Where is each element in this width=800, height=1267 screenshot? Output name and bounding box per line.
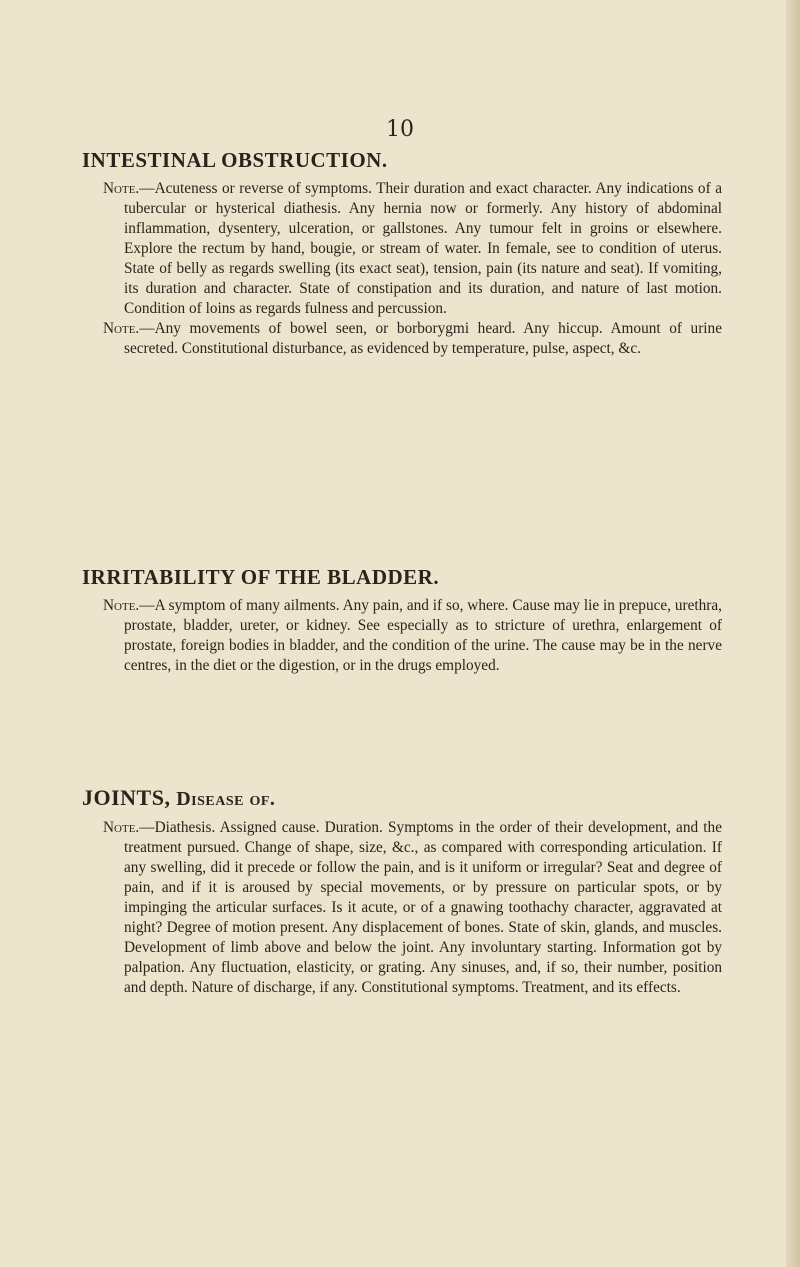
note-paragraph (103, 818, 722, 998)
section-heading: INTESTINAL OBSTRUCTION. (82, 148, 388, 172)
note-paragraph (103, 596, 722, 676)
note-paragraph (103, 319, 722, 359)
note-label: Note. (103, 180, 140, 197)
section-heading (82, 785, 722, 812)
section-intestinal-obstruction (82, 147, 722, 359)
note-label: Note. (103, 597, 140, 614)
section-heading: IRRITABILITY OF THE BLADDER. (82, 565, 440, 589)
page-edge (786, 0, 800, 1267)
note-text: —Any movements of bowel seen, or borborygmi heard. Any hiccup. Amount of urine secreted. Constitutional disturbance, as evidenced by temperature, pulse, aspect, &c. (124, 320, 722, 357)
note-text: —Diathesis. Assigned cause. Duration. Symptoms in the order of their development, and the treatment pursued. Change of shape, size, &c., as compared with corresponding articulation. If any swelling, did it precede or follow the pain, and is it uniform or irregular? Seat and degree of pain, and if it is aroused by special movements, or by pressure on particular spots, or by impinging the articular surfaces. Is it acute, or of a gnawing toothachy character, aggravated at night? Degree of motion present. Any displacement of bones. State of skin, glands, and muscles. Development of limb above and below the joint. Any involuntary starting. Information got by palpation. Any fluctuation, elasticity, or grating. Any sinuses, and, if so, their number, position and depth. Nature of discharge, if any. Constitutional symptoms. Treatment, and its effects. (124, 819, 722, 996)
section-joints-disease (82, 785, 722, 998)
note-label: Note. (103, 819, 140, 836)
note-text: —Acuteness or reverse of symptoms. Their duration and exact character. Any indications of a tubercular or hysterical diathesis. Any hernia now or formerly. Any history of abdominal inflammation, dysentery, ulceration, or gallstones. Any tumour felt in groins or elsewhere. Explore the rectum by hand, bougie, or stream of water. In female, see to condition of uterus. State of belly as regards swelling (its exact seat), tension, pain (its nature and seat). If vomiting, its duration and character. State of constipation and its duration, and nature of last motion. Condition of loins as regards fulness and percussion. (124, 180, 722, 317)
page-number: 10 (386, 117, 414, 142)
heading-lead: JOINTS, (82, 785, 171, 810)
heading-rest: Disease of. (176, 788, 276, 810)
note-label: Note. (103, 320, 140, 337)
note-text: —A symptom of many ailments. Any pain, and if so, where. Cause may lie in prepuce, urethra, prostate, bladder, ureter, or kidney. See especially as to stricture of urethra, enlargement of prostate, foreign bodies in bladder, and the condition of the urine. The cause may be in the nerve centres, in the diet or the digestion, or in the drugs employed. (124, 597, 722, 674)
note-paragraph (103, 179, 722, 319)
section-irritability-of-bladder (82, 564, 722, 676)
